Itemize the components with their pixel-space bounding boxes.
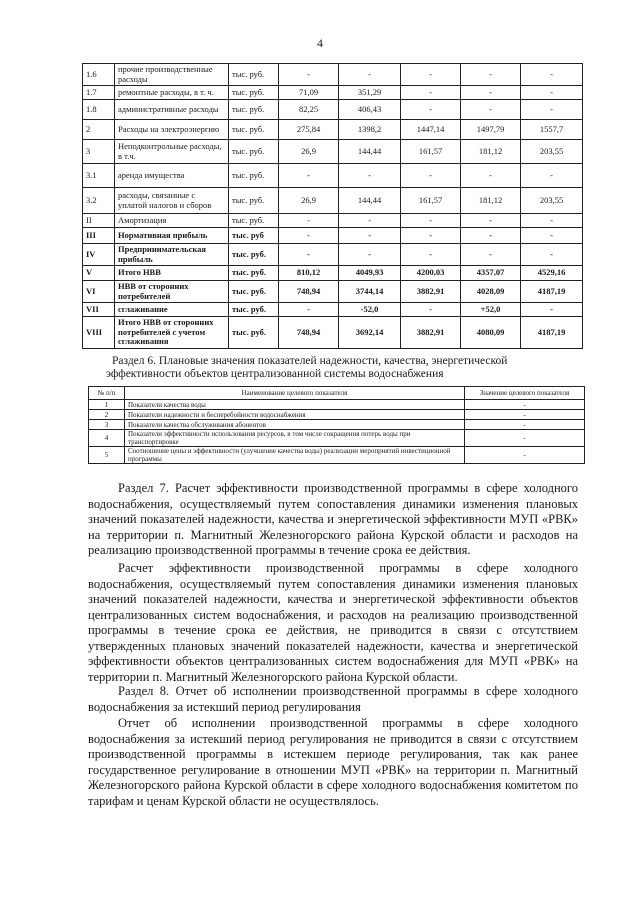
indicators-header-name: Наименование целевого показателя — [125, 387, 465, 400]
finance-value: 4028,09 — [461, 281, 521, 303]
finance-value: - — [521, 64, 583, 86]
finance-value: - — [521, 214, 583, 228]
finance-value: - — [521, 86, 583, 100]
finance-value: - — [521, 100, 583, 120]
finance-unit: тыс. руб. — [229, 64, 279, 86]
finance-value: 26,9 — [279, 188, 339, 214]
finance-name: сглаживание — [115, 303, 229, 317]
section-7-paragraph — [88, 481, 578, 559]
finance-value: 161,57 — [401, 140, 461, 164]
finance-value: 275,84 — [279, 120, 339, 140]
finance-value: - — [279, 303, 339, 317]
finance-code: 1.7 — [83, 86, 115, 100]
finance-row — [83, 244, 583, 266]
finance-value: 351,29 — [339, 86, 401, 100]
indicator-row — [89, 430, 585, 447]
finance-value: 144,44 — [339, 188, 401, 214]
finance-row — [83, 228, 583, 244]
finance-name: Амортизация — [115, 214, 229, 228]
finance-value: 748,94 — [279, 281, 339, 303]
finance-value: - — [339, 228, 401, 244]
indicator-name: Показатели качества обслуживания абонентов — [125, 420, 465, 430]
finance-value: 4080,09 — [461, 317, 521, 349]
finance-unit: тыс. руб. — [229, 188, 279, 214]
finance-value: - — [461, 228, 521, 244]
section-6-line-2: эффективности объектов централизованной системы водоснабжения — [106, 368, 444, 380]
indicators-header-num: № п/п — [89, 387, 125, 400]
finance-value: - — [521, 244, 583, 266]
indicator-num: 5 — [89, 447, 125, 464]
finance-name: Неподконтрольные расходы, в т.ч. — [115, 140, 229, 164]
indicators-table — [88, 386, 585, 464]
finance-row — [83, 188, 583, 214]
finance-code: III — [83, 228, 115, 244]
page-number: 4 — [317, 36, 323, 50]
finance-value: 26,9 — [279, 140, 339, 164]
finance-value: - — [401, 86, 461, 100]
finance-value: 1557,7 — [521, 120, 583, 140]
finance-row — [83, 281, 583, 303]
finance-code: 3.2 — [83, 188, 115, 214]
finance-value: 748,94 — [279, 317, 339, 349]
finance-value: - — [461, 64, 521, 86]
finance-row — [83, 214, 583, 228]
finance-value: - — [339, 64, 401, 86]
finance-name: НВВ от сторонних потребителей — [115, 281, 229, 303]
finance-value: - — [521, 228, 583, 244]
indicator-name: Показатели надежности и бесперебойности водоснабжения — [125, 410, 465, 420]
finance-value: 3882,91 — [401, 281, 461, 303]
finance-value: 4200,03 — [401, 266, 461, 281]
finance-value: 4187,19 — [521, 281, 583, 303]
finance-row — [83, 266, 583, 281]
finance-value: 82,25 — [279, 100, 339, 120]
finance-value: 203,55 — [521, 140, 583, 164]
indicator-row — [89, 400, 585, 410]
finance-value: - — [521, 164, 583, 188]
finance-row — [83, 140, 583, 164]
indicator-name: Показатели качества воды — [125, 400, 465, 410]
finance-value: - — [461, 244, 521, 266]
efficiency-text: Расчет эффективности производственной программы в сфере холодного водоснабжения, осуществляемый путем сопоставления динамики изменения плановых значений показателей надежности, качества и энергетической эффективности объектов централизованных систем водоснабжения, и расходов на реализацию производственной программы в течение срока ее действия, не приводится в связи с отсутствием утвержденных плановых значений показателей надежности, качества и энергетической эффективности объектов централизованных систем водоснабжения для МУП «РВК» на территории п. Магнитный Железногорского района Курской области. — [88, 561, 578, 684]
finance-name: административные расходы — [115, 100, 229, 120]
finance-code: VI — [83, 281, 115, 303]
section-6-line-1: Раздел 6. Плановые значения показателей надежности, качества, энергетической — [112, 355, 508, 367]
finance-value: 1497,79 — [461, 120, 521, 140]
finance-value: 4187,19 — [521, 317, 583, 349]
finance-value: 161,57 — [401, 188, 461, 214]
finance-value: - — [339, 244, 401, 266]
finance-value: - — [339, 214, 401, 228]
finance-value: - — [401, 164, 461, 188]
indicator-value: - — [465, 400, 585, 410]
finance-unit: тыс. руб. — [229, 281, 279, 303]
finance-row — [83, 100, 583, 120]
indicator-num: 2 — [89, 410, 125, 420]
finance-unit: тыс. руб. — [229, 303, 279, 317]
finance-code: 3.1 — [83, 164, 115, 188]
finance-unit: тыс. руб. — [229, 140, 279, 164]
indicator-value: - — [465, 430, 585, 447]
finance-value: 3692,14 — [339, 317, 401, 349]
report-text: Отчет об исполнении производственной программы в сфере холодного водоснабжения за истекший период регулирования не приводится в связи с отсутствием производственной программы в истекшем периоде регулирования, так как ранее государственное регулирование в отношении МУП «РВК» на территории п. Магнитный Железногорского района Курской области в сфере холодного водоснабжения комитетом по тарифам и ценам Курской области не осуществлялось. — [88, 716, 578, 808]
finance-value: - — [339, 164, 401, 188]
finance-unit: тыс. руб. — [229, 120, 279, 140]
finance-value: - — [279, 228, 339, 244]
finance-unit: тыс. руб. — [229, 100, 279, 120]
report-paragraph — [88, 716, 578, 809]
finance-row — [83, 164, 583, 188]
indicator-value: - — [465, 447, 585, 464]
finance-unit: тыс. руб. — [229, 244, 279, 266]
finance-name: Предпринимательская прибыль — [115, 244, 229, 266]
efficiency-paragraph — [88, 561, 578, 685]
finance-value: - — [401, 64, 461, 86]
finance-value: 181,12 — [461, 188, 521, 214]
finance-name: Итого НВВ от сторонних потребителей с учетом сглаживания — [115, 317, 229, 349]
finance-value: 4049,93 — [339, 266, 401, 281]
finance-value: 406,43 — [339, 100, 401, 120]
finance-name: аренда имущества — [115, 164, 229, 188]
finance-row — [83, 64, 583, 86]
finance-value: +52,0 — [461, 303, 521, 317]
finance-row — [83, 120, 583, 140]
finance-value: 71,09 — [279, 86, 339, 100]
finance-name: расходы, связанные с уплатой налогов и сборов — [115, 188, 229, 214]
finance-row — [83, 303, 583, 317]
finance-value: 1447,14 — [401, 120, 461, 140]
finance-value: - — [401, 303, 461, 317]
indicator-row — [89, 447, 585, 464]
finance-value: 810,12 — [279, 266, 339, 281]
indicator-num: 4 — [89, 430, 125, 447]
finance-value: - — [401, 214, 461, 228]
finance-value: 4357,07 — [461, 266, 521, 281]
finance-value: - — [279, 64, 339, 86]
finance-row — [83, 86, 583, 100]
finance-value: - — [401, 100, 461, 120]
finance-code: 2 — [83, 120, 115, 140]
finance-code: VIII — [83, 317, 115, 349]
finance-value: 144,44 — [339, 140, 401, 164]
finance-code: 1.8 — [83, 100, 115, 120]
finance-name: ремонтные расходы, в т. ч. — [115, 86, 229, 100]
finance-code: V — [83, 266, 115, 281]
indicator-value: - — [465, 420, 585, 430]
finance-unit: тыс. руб. — [229, 86, 279, 100]
finance-value: 203,55 — [521, 188, 583, 214]
finance-value: 181,12 — [461, 140, 521, 164]
indicators-header-value: Значение целевого показателя — [465, 387, 585, 400]
section-7-text: Раздел 7. Расчет эффективности производственной программы в сфере холодного водоснабжения, осуществляемый путем сопоставления динамики изменения плановых значений показателей надежности, качества и энергетической эффективности МУП «РВК» на территории п. Магнитный Железногорского района Курской области и расходов на реализацию производственной программы в течение срока ее действия. — [88, 481, 578, 557]
finance-name: Расходы на электроэнергию — [115, 120, 229, 140]
section-6-heading — [106, 355, 592, 381]
finance-unit: тыс. руб — [229, 228, 279, 244]
finance-name: Итого НВВ — [115, 266, 229, 281]
finance-row — [83, 317, 583, 349]
indicator-row — [89, 420, 585, 430]
finance-unit: тыс. руб. — [229, 214, 279, 228]
finance-code: 3 — [83, 140, 115, 164]
finance-table — [82, 63, 583, 349]
finance-value: - — [279, 214, 339, 228]
finance-name: Нормативная прибыль — [115, 228, 229, 244]
finance-value: - — [401, 244, 461, 266]
indicator-num: 3 — [89, 420, 125, 430]
finance-value: - — [461, 86, 521, 100]
indicator-row — [89, 410, 585, 420]
finance-code: IV — [83, 244, 115, 266]
finance-value: 3882,91 — [401, 317, 461, 349]
finance-code: II — [83, 214, 115, 228]
finance-unit: тыс. руб. — [229, 317, 279, 349]
finance-code: VII — [83, 303, 115, 317]
finance-value: 3744,14 — [339, 281, 401, 303]
finance-value: - — [279, 244, 339, 266]
finance-value: - — [401, 228, 461, 244]
finance-unit: тыс. руб. — [229, 266, 279, 281]
finance-value: - — [461, 100, 521, 120]
finance-value: - — [461, 214, 521, 228]
indicator-name: Показатели эффективности использования ресурсов, в том числе сокращения потерь воды при транспортировке — [125, 430, 465, 447]
finance-name: прочие производственные расходы — [115, 64, 229, 86]
finance-value: - — [279, 164, 339, 188]
finance-value: - — [521, 303, 583, 317]
section-8-text: Раздел 8. Отчет об исполнении производственной программы в сфере холодного водоснабжения за истекший период регулирования — [88, 684, 578, 714]
finance-value: -52,0 — [339, 303, 401, 317]
indicator-name: Соотношение цены и эффективности (улучшение качества воды) реализации мероприятий инвестиционной программы — [125, 447, 465, 464]
indicator-num: 1 — [89, 400, 125, 410]
finance-value: - — [461, 164, 521, 188]
finance-value: 1398,2 — [339, 120, 401, 140]
section-8-heading — [88, 684, 578, 715]
finance-unit: тыс. руб. — [229, 164, 279, 188]
finance-value: 4529,16 — [521, 266, 583, 281]
finance-code: 1.6 — [83, 64, 115, 86]
indicator-value: - — [465, 410, 585, 420]
